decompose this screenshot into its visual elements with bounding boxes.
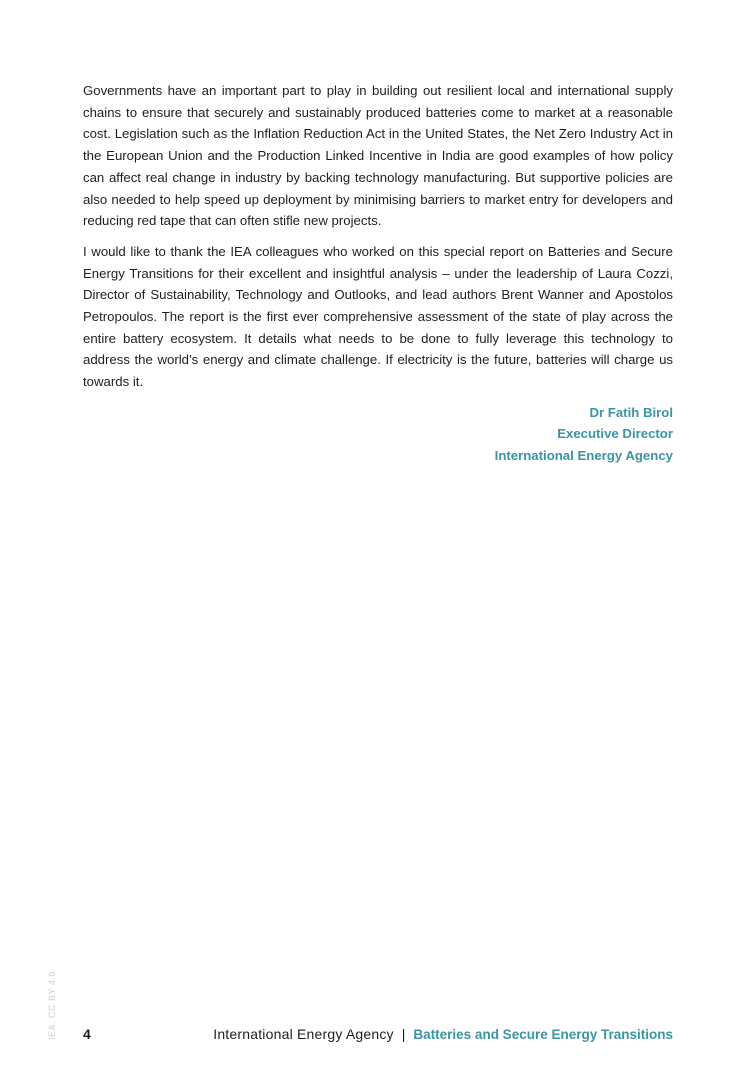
signature-title: Executive Director [557,426,673,442]
license-credit: IEA. CC BY 4.0. [47,968,57,1040]
footer-running-title [213,1024,673,1045]
footer-report-title: Batteries and Secure Energy Transitions [413,1027,673,1042]
footer-separator: | [401,1026,406,1042]
page-number: 4 [83,1026,91,1042]
page-footer [83,1024,673,1044]
main-content [83,80,673,466]
body-paragraph: Governments have an important part to play in building out resilient local and international supply chains to ensure that securely and sustainably produced batteries come to market at a reasonable cost. Legislation such as the Inflation Reduction Act in the United States, the Net Zero Industry Act in the European Union and the Production Linked Incentive in India are good examples of how policy can affect real change in industry by backing technology manufacturing. But supportive policies are also needed to help speed up deployment by minimising barriers to market entry for developers and reducing red tape that can often stifle new projects. [83,83,673,229]
signature-block [83,402,673,467]
signature-organization: International Energy Agency [494,447,673,463]
body-paragraph: I would like to thank the IEA colleagues who worked on this special report on Batteries and Secure Energy Transitions for their excellent and insightful analysis – under the leadership of Laura Cozzi, Director of Sustainability, Technology and Outlooks, and lead authors Brent Wanner and Apostolos Petropoulos. The report is the first ever comprehensive assessment of the state of play across the entire battery ecosystem. It details what needs to be done to fully leverage this technology to address the world’s energy and climate challenge. If electricity is the future, batteries will charge us towards it. [83,243,673,390]
footer-organization: International Energy Agency [213,1026,394,1042]
signature-name: Dr Fatih Birol [589,404,673,420]
